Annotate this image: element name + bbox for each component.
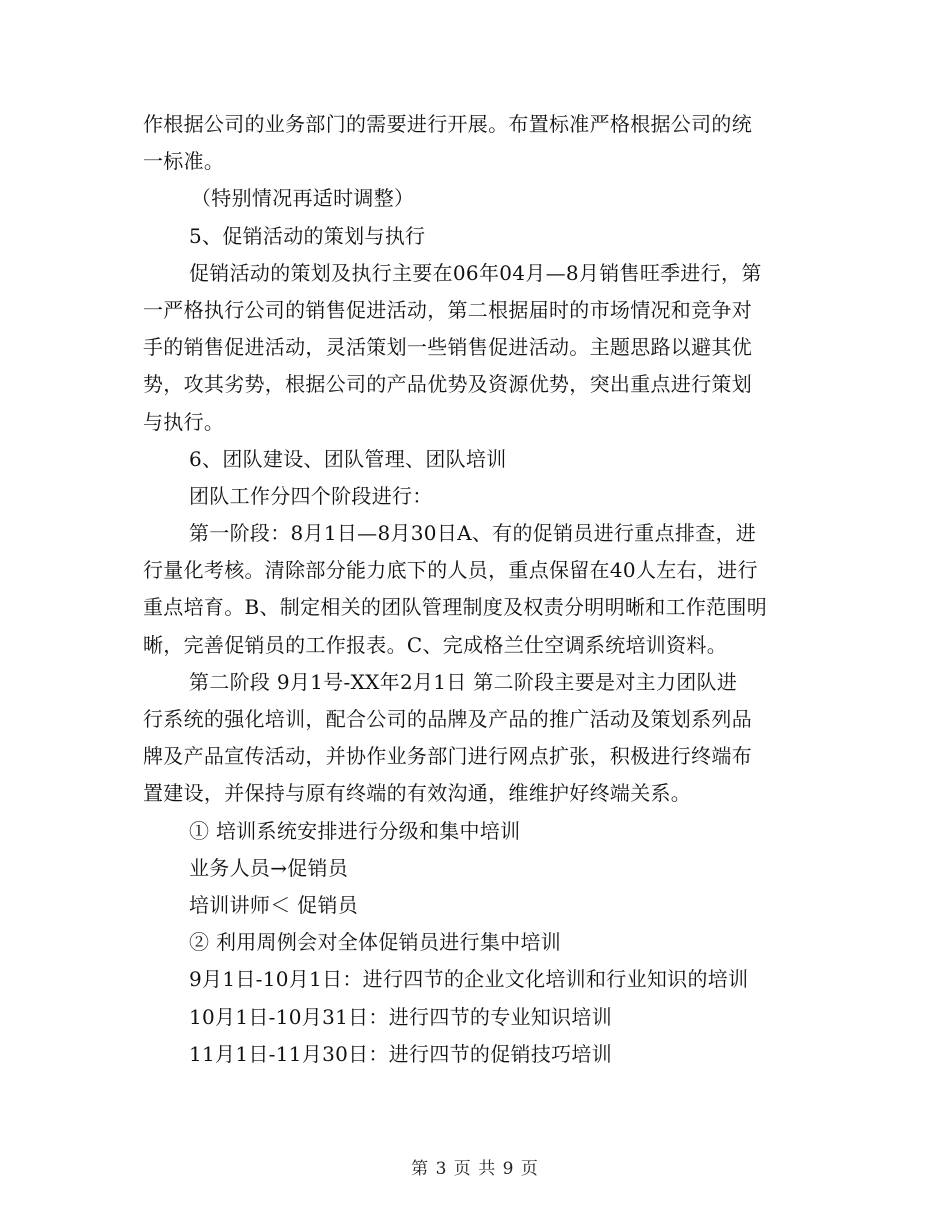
paragraph-line: 晰，完善促销员的工作报表。C、完成格兰仕空调系统培训资料。 bbox=[143, 632, 728, 657]
paragraph-line: 手的销售促进活动，灵活策划一些销售促进活动。主题思路以避其优 bbox=[143, 335, 752, 360]
section-heading: 6、团队建设、团队管理、团队培训 bbox=[189, 446, 507, 471]
paragraph-line: （特别情况再适时调整） bbox=[191, 186, 415, 211]
paragraph-line: 作根据公司的业务部门的需要进行开展。布置标准严格根据公司的统 bbox=[143, 112, 752, 136]
paragraph-line: 势，攻其劣势，根据公司的产品优势及资源优势，突出重点进行策划 bbox=[143, 372, 752, 397]
list-item: ① 培训系统安排进行分级和集中培训 bbox=[189, 818, 521, 843]
paragraph-line: 团队工作分四个阶段进行： bbox=[189, 483, 433, 508]
page-number-footer: 第 3 页 共 9 页 bbox=[411, 1159, 539, 1179]
list-item: 业务人员→促销员 bbox=[189, 855, 349, 880]
paragraph-line: 与执行。 bbox=[143, 409, 225, 434]
paragraph-line: 置建设，并保持与原有终端的有效沟通，维维护好终端关系。 bbox=[143, 781, 692, 806]
paragraph-line: 行量化考核。清除部分能力底下的人员，重点保留在40人左右，进行 bbox=[143, 558, 758, 583]
schedule-item: 11月1日-11月30日：进行四节的促销技巧培训 bbox=[189, 1041, 613, 1066]
paragraph-line: 行系统的强化培训，配合公司的品牌及产品的推广活动及策划系列品 bbox=[143, 707, 752, 731]
section-heading: 5、促销活动的策划与执行 bbox=[189, 223, 426, 248]
paragraph-line: 第一阶段：8月1日—8月30日A、有的促销员进行重点排查，进 bbox=[189, 521, 757, 546]
paragraph-line: 重点培育。B、制定相关的团队管理制度及权责分明明晰和工作范围明 bbox=[143, 595, 767, 620]
paragraph-line: 牌及产品宣传活动，并协作业务部门进行网点扩张，积极进行终端布 bbox=[143, 744, 752, 769]
list-item: 培训讲师＜ 促销员 bbox=[189, 892, 359, 917]
paragraph-line: 一严格执行公司的销售促进活动，第二根据届时的市场情况和竞争对 bbox=[143, 297, 752, 322]
list-item: ② 利用周例会对全体促销员进行集中培训 bbox=[189, 930, 562, 955]
document-body bbox=[143, 106, 813, 1073]
paragraph-line: 一标准。 bbox=[143, 149, 225, 174]
schedule-item: 9月1日-10月1日：进行四节的企业文化培训和行业知识的培训 bbox=[189, 967, 749, 992]
paragraph-line: 促销活动的策划及执行主要在06年04月—8月销售旺季进行，第 bbox=[189, 260, 762, 285]
paragraph-line: 第二阶段 9月1号-XX年2月1日 第二阶段主要是对主力团队进 bbox=[189, 669, 738, 694]
schedule-item: 10月1日-10月31日：进行四节的专业知识培训 bbox=[189, 1004, 613, 1029]
